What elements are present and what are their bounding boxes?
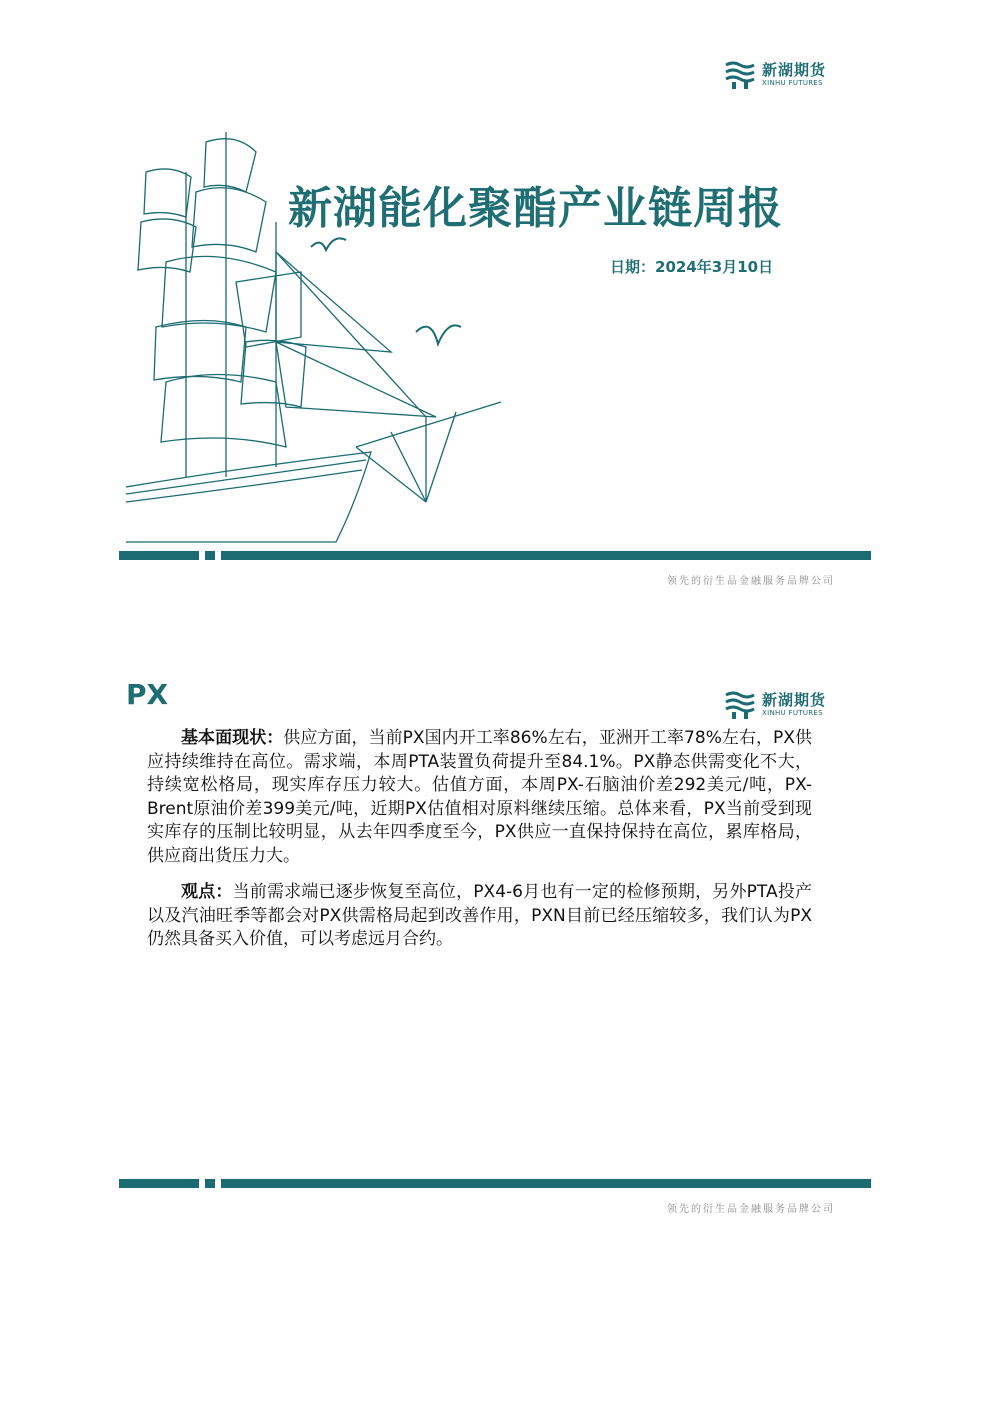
company-name-en: XINHU FUTURES (762, 709, 823, 717)
report-date (610, 256, 773, 277)
company-slogan: 领先的衍生品金融服务品牌公司 (667, 576, 835, 587)
paragraph-view (147, 881, 812, 952)
divider-bar (119, 1179, 871, 1188)
paragraph-label: 观点： (181, 882, 233, 902)
waves-logo-icon (724, 690, 756, 720)
waves-logo-icon (724, 60, 756, 90)
company-slogan: 领先的衍生品金融服务品牌公司 (667, 1204, 835, 1215)
paragraph-label: 基本面现状： (181, 728, 284, 748)
paragraph-fundamentals (147, 727, 812, 868)
company-name-en: XINHU FUTURES (762, 79, 823, 87)
company-name-cn: 新湖期货 (762, 691, 827, 709)
divider-bar (119, 551, 871, 560)
paragraph-text: 供应方面，当前PX国内开工率86%左右，亚洲开工率78%左右，PX供应持续维持在高位。需求端，本周PTA装置负荷提升至84.1%。PX静态供需变化不大，持续宽松格局，现实库存压力较大。估值方面，本周PX-石脑油价差292美元/吨，PX-Brent原油价差399美元/吨，近期PX估值相对原料继续压缩。总体来看，PX当前受到现实库存的压制比较明显，从去年四季度至今，PX供应一直保持保持在高位，累库格局，供应商出货压力大。 (147, 728, 812, 866)
date-label: 日期： (610, 258, 656, 276)
company-name-cn: 新湖期货 (762, 61, 827, 79)
report-title: 新湖能化聚酯产业链周报 (288, 183, 783, 234)
date-value: 2024年3月10日 (655, 258, 774, 276)
paragraph-text: 当前需求端已逐步恢复至高位，PX4-6月也有一定的检修预期，另外PTA投产以及汽油旺季等都会对PX供需格局起到改善作用，PXN目前已经压缩较多，我们认为PX仍然具备买入价值，可以考虑远月合约。 (147, 882, 813, 949)
section-title: PX (126, 678, 169, 711)
section-body (147, 727, 812, 965)
company-logo (724, 60, 826, 90)
company-logo-secondary (724, 690, 826, 720)
